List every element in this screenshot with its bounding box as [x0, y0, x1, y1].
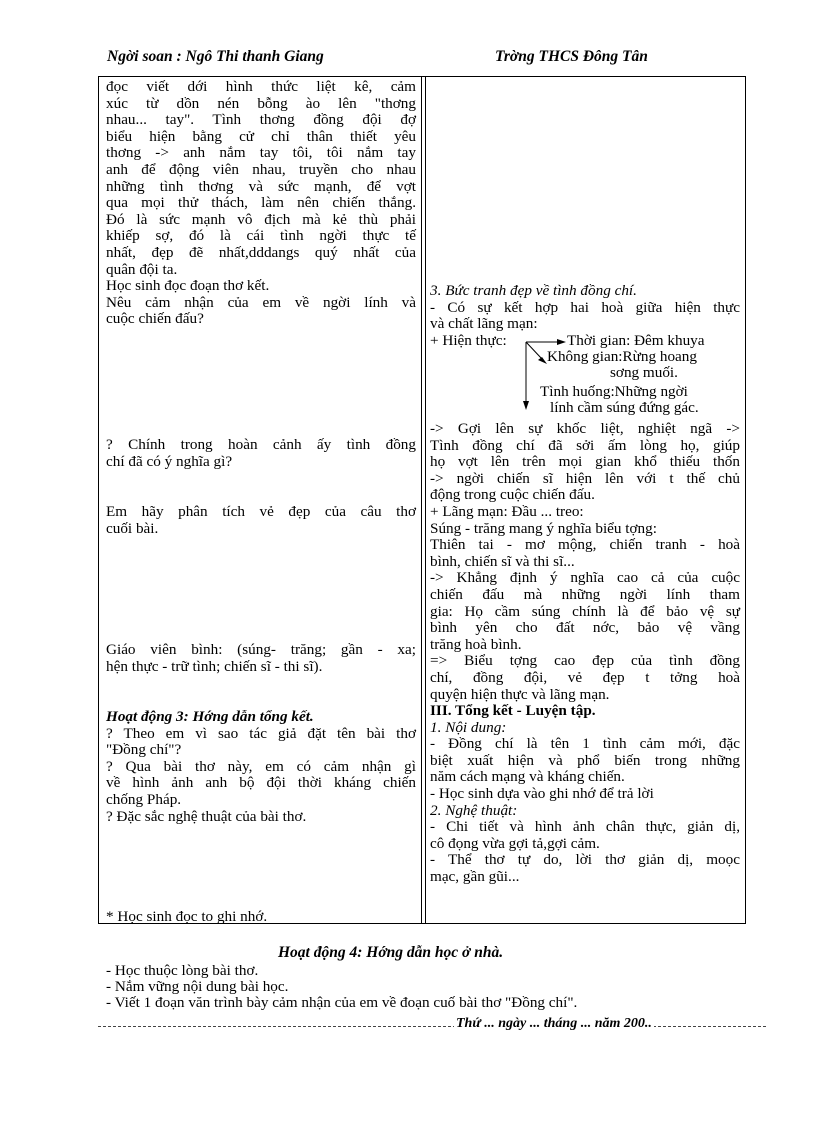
section-3 — [430, 283, 740, 333]
analysis-paragraph — [106, 79, 416, 328]
text-line: Thiên tai - mơ mộng, chiến tranh - hoà — [430, 536, 740, 554]
text-line: cô đọng vừa gợi tả,gợi cảm. — [430, 834, 600, 852]
text-line: khiếp sợ, đó là cái tình ngời thực tế — [106, 227, 416, 245]
question-line: ? Chính trong hoàn cảnh ấy tình đồng — [106, 436, 416, 453]
text-line: thơng -> anh nắm tay tôi, tôi nắm tay — [106, 144, 416, 162]
school-name: Trờng THCS Đông Tân — [495, 48, 648, 65]
text-line: - Có sự kết hợp hai hoà giữa hiện thực — [430, 298, 740, 316]
summary-heading: III. Tổng kết - Luyện tập. — [430, 702, 596, 720]
read-instruction: Học sinh đọc đoạn thơ kết. — [106, 277, 270, 295]
text-line: nhất, đẹp đẽ nhất,dddangs quý nhất của — [106, 243, 416, 261]
text-line: Súng - trăng mang ý nghĩa biểu tợng: — [430, 519, 657, 537]
question-line: Nêu cảm nhận của em về ngời lính và — [106, 293, 416, 311]
section-heading: 3. Bức tranh đẹp về tình đồng chí. — [430, 282, 637, 299]
text-line: + Lãng mạn: Đầu ... treo: — [430, 502, 584, 520]
question-line: về hình ảnh anh bộ đội thời kháng chiến — [106, 774, 416, 792]
text-line: biệt xuất hiện và phổ biến trong những — [430, 751, 740, 769]
text-line: * Học sinh đọc to ghi nhớ. — [106, 908, 268, 925]
text-line: và chất lãng mạn: — [430, 315, 538, 333]
text-line: nhau... tay". Tình thơng đồng đội đợ — [106, 111, 416, 129]
art-heading: 2. Nghệ thuật: — [430, 801, 518, 819]
author-name: Ngời soan : Ngô Thi thanh Giang — [107, 48, 324, 65]
text-line: bình, chiến sĩ và thi sĩ... — [430, 552, 575, 570]
text-line: bình yên cho đất nớc, bảo vệ vầng — [430, 619, 740, 637]
situation-label: Tình huống:Những ngời — [540, 383, 688, 400]
date-line: Thứ ... ngày ... tháng ... năm 200.. — [456, 1016, 652, 1031]
activity-3 — [106, 709, 416, 825]
text-line: xúc từ dồn nén bỗng ào lên "thơng — [106, 94, 416, 112]
column-divider — [421, 77, 426, 923]
question-line: "Đồng chí"? — [106, 741, 182, 759]
text-line: biểu hiện bằng cử chỉ thân thiết yêu — [106, 127, 416, 145]
page-header — [0, 48, 816, 70]
text-line: chí, đồng đội, vẻ đẹp t tởng hoà — [430, 668, 740, 686]
space-label: Không gian:Rừng hoang — [547, 348, 697, 365]
question-line: cuối bài. — [106, 519, 159, 537]
activity-4-heading: Hoạt động 4: Hớng dẫn học ở nhà. — [278, 944, 504, 961]
situation-label: lính cầm súng đứng gác. — [550, 399, 699, 416]
activity-heading: Hoạt động 3: Hớng dẫn tổng kết. — [106, 708, 314, 725]
homework-line: - Nắm vững nội dung bài học. — [106, 978, 289, 995]
question-line: cuộc chiến đấu? — [106, 310, 204, 328]
text-line: qua mọi thử thách, làm nên chiến thắng. — [106, 194, 416, 212]
text-line: gia: Họ cầm súng chính là để bảo vệ sự — [430, 602, 740, 620]
text-line: - Thể thơ tự do, lời thơ giản dị, moọc — [430, 851, 740, 869]
section-3-analysis — [430, 421, 740, 886]
question-line: chống Pháp. — [106, 790, 182, 808]
teacher-comment — [106, 642, 416, 675]
text-line: -> Gợi lên sự khốc liệt, nghiệt ngã -> — [430, 420, 740, 437]
text-line: Tình đồng chí đã sởi ấm lòng họ, giúp — [430, 436, 740, 454]
question-line: ? Qua bài thơ này, em có cảm nhận gì — [106, 757, 416, 775]
question-line: ? Theo em vì sao tác giả đặt tên bài thơ — [106, 724, 416, 742]
text-line: trăng hoà bình. — [430, 635, 522, 653]
lesson-table — [98, 76, 746, 924]
question-meaning — [106, 437, 416, 470]
time-label: Thời gian: Đêm khuya — [567, 332, 705, 349]
memo-note — [106, 909, 416, 926]
question-line: ? Đặc sắc nghệ thuật của bài thơ. — [106, 807, 307, 825]
text-line: quyện hiện thực và lãng mạn. — [430, 685, 610, 703]
separator-line — [98, 1026, 766, 1027]
question-line: chí đã có ý nghĩa gì? — [106, 452, 233, 470]
text-line: -> Khẳng định ý nghĩa cao cả của cuộc — [430, 569, 740, 587]
text-line: hện thực - trữ tình; chiến sĩ - thi sĩ). — [106, 657, 323, 675]
text-line: - Chi tiết và hình ảnh chân thực, giản dị, — [430, 818, 740, 836]
text-line: động trong cuộc chiến đấu. — [430, 486, 595, 504]
text-line: chiến đấu mà những ngời lính tham — [430, 585, 740, 603]
text-line: đọc viết dới hình thức liệt kê, cảm — [106, 78, 416, 95]
homework-line: - Viết 1 đoạn văn trình bày cảm nhận của em về đoạn cuố bài thơ "Đồng chí". — [106, 994, 578, 1011]
text-line: Giáo viên bình: (súng- trăng; gần - xa; — [106, 641, 416, 658]
question-analyze — [106, 504, 416, 537]
text-line: - Học sinh dựa vào ghi nhớ để trả lời — [430, 785, 654, 803]
text-line: quân đội ta. — [106, 260, 178, 278]
text-line: -> ngời chiến sĩ hiện lên với t thế chủ — [430, 469, 740, 487]
text-line: năm cách mạng và kháng chiến. — [430, 768, 625, 786]
question-line: Em hãy phân tích vẻ đẹp của câu thơ — [106, 503, 416, 520]
space-label: sơng muối. — [610, 364, 678, 381]
text-line: - Đồng chí là tên 1 tình cảm mới, đặc — [430, 735, 740, 753]
text-line: => Biểu tợng cao đẹp của tình đồng — [430, 652, 740, 670]
reality-label: + Hiện thực: — [430, 332, 507, 349]
homework-line: - Học thuộc lòng bài thơ. — [106, 962, 259, 979]
text-line: mạc, gần gũi... — [430, 868, 520, 886]
text-line: những tình thơng và sức mạnh, để vợt — [106, 177, 416, 195]
reality-diagram — [430, 333, 740, 423]
text-line: Đó là sức mạnh vô địch mà kẻ thù phải — [106, 210, 416, 228]
text-line: anh để động viên nhau, truyền cho nhau — [106, 160, 416, 178]
content-heading: 1. Nội dung: — [430, 718, 507, 736]
text-line: họ vợt lên trên mọi gian khổ thiếu thốn — [430, 453, 740, 471]
